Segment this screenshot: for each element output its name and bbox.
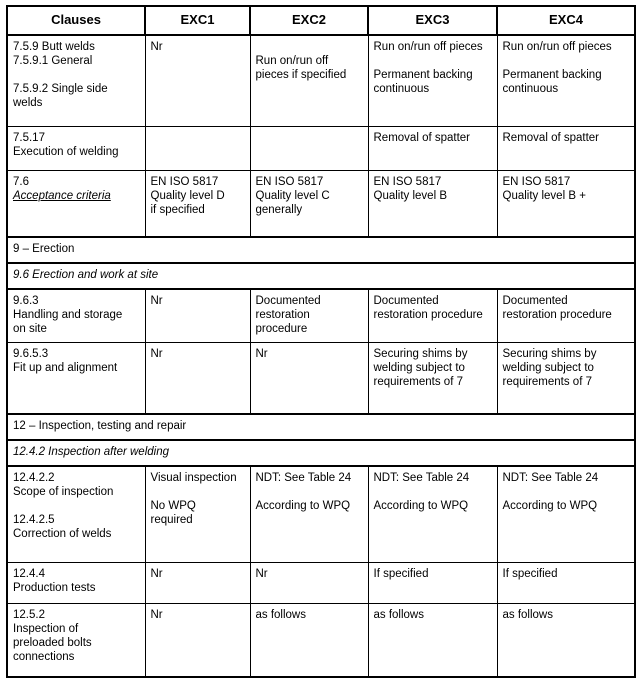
execution-class-requirements-table	[6, 5, 636, 678]
table-row	[7, 343, 635, 415]
cell-line: Documented	[373, 295, 439, 307]
cell-exc4	[497, 127, 635, 171]
table-row	[7, 563, 635, 604]
table-row	[7, 289, 635, 343]
cell-line: restoration procedure	[502, 309, 612, 321]
cell-line: NDT: See Table 24	[502, 472, 599, 484]
table-body	[7, 35, 635, 677]
line-gap	[13, 499, 140, 513]
table-row	[7, 466, 635, 563]
cell-clause	[7, 171, 145, 238]
cell-line: According to WPQ	[255, 500, 351, 512]
cell-line: Quality level C	[255, 190, 330, 202]
clause-line: Scope of inspection	[13, 486, 114, 498]
cell-line: restoration	[255, 309, 310, 321]
cell-exc3	[368, 604, 497, 678]
cell-line: pieces if specified	[255, 69, 347, 81]
cell-exc4	[497, 289, 635, 343]
cell-exc1	[145, 289, 250, 343]
clause-line: 7.5.9 Butt welds	[13, 41, 95, 53]
column-header-exc1: EXC1	[145, 6, 250, 35]
cell-exc4	[497, 563, 635, 604]
cell-line: According to WPQ	[373, 500, 469, 512]
cell-line: Nr	[255, 568, 268, 580]
clause-line: 12.4.2.2	[13, 472, 55, 484]
line-gap	[151, 131, 245, 145]
cell-line: Securing shims by	[502, 348, 597, 360]
table-section-row	[7, 263, 635, 289]
cell-line: generally	[255, 204, 303, 216]
section-heading: 9 – Erection	[7, 237, 635, 263]
cell-exc3	[368, 466, 497, 563]
clause-line: Production tests	[13, 582, 96, 594]
table-row	[7, 35, 635, 127]
cell-line: Removal of spatter	[373, 132, 471, 144]
cell-line: Run on/run off	[255, 55, 329, 67]
clause-line: welds	[13, 97, 43, 109]
cell-exc4	[497, 35, 635, 127]
cell-line: NDT: See Table 24	[255, 472, 352, 484]
cell-line: If specified	[502, 568, 558, 580]
cell-exc3	[368, 171, 497, 238]
line-gap	[13, 68, 140, 82]
clause-line: Execution of welding	[13, 146, 119, 158]
cell-line: as follows	[373, 609, 424, 621]
clause-line: 12.4.2.5	[13, 514, 55, 526]
clause-line: 12.5.2	[13, 609, 45, 621]
cell-line: EN ISO 5817	[373, 176, 442, 188]
column-header-exc2: EXC2	[250, 6, 368, 35]
table-header-row	[7, 6, 635, 35]
cell-exc1	[145, 171, 250, 238]
clause-line: connections	[13, 651, 75, 663]
cell-clause	[7, 563, 145, 604]
cell-exc3	[368, 563, 497, 604]
table-row	[7, 604, 635, 678]
column-header-clauses: Clauses	[7, 6, 145, 35]
cell-line: Nr	[150, 609, 163, 621]
cell-line: continuous	[373, 83, 430, 95]
cell-line: EN ISO 5817	[502, 176, 571, 188]
cell-line: welding subject to	[373, 362, 465, 374]
cell-exc1	[145, 604, 250, 678]
clause-line: preloaded bolts	[13, 637, 92, 649]
cell-line: Nr	[150, 568, 163, 580]
cell-line: welding subject to	[502, 362, 594, 374]
cell-line: Quality level B	[373, 190, 448, 202]
cell-line: If specified	[373, 568, 429, 580]
cell-line: Nr	[150, 348, 163, 360]
cell-clause	[7, 343, 145, 415]
cell-exc3	[368, 343, 497, 415]
cell-line: EN ISO 5817	[255, 176, 324, 188]
cell-line: as follows	[255, 609, 306, 621]
column-header-exc3: EXC3	[368, 6, 497, 35]
cell-exc2	[250, 171, 368, 238]
table-section-row	[7, 440, 635, 466]
cell-exc4	[497, 604, 635, 678]
cell-line: requirements of 7	[502, 376, 592, 388]
clause-line: 7.5.9.1 General	[13, 55, 93, 67]
table-row	[7, 127, 635, 171]
cell-line: procedure	[255, 323, 308, 335]
cell-line: Run on/run off pieces	[373, 41, 483, 53]
cell-clause	[7, 127, 145, 171]
clause-line: 7.5.9.2 Single side	[13, 83, 108, 95]
cell-exc1	[145, 466, 250, 563]
section-heading: 9.6 Erection and work at site	[7, 263, 635, 289]
cell-exc2	[250, 466, 368, 563]
cell-exc1	[145, 563, 250, 604]
line-gap	[151, 485, 245, 499]
cell-line: requirements of 7	[373, 376, 463, 388]
cell-line: According to WPQ	[502, 500, 598, 512]
table-section-row	[7, 237, 635, 263]
cell-clause	[7, 35, 145, 127]
cell-clause	[7, 466, 145, 563]
cell-line: as follows	[502, 609, 553, 621]
cell-line: required	[150, 514, 193, 526]
cell-exc4	[497, 343, 635, 415]
clause-line: Handling and storage	[13, 309, 123, 321]
section-heading: 12.4.2 Inspection after welding	[7, 440, 635, 466]
cell-line: Documented	[502, 295, 568, 307]
cell-line: Visual inspection	[150, 472, 237, 484]
execution-class-table-container	[6, 5, 634, 678]
line-gap	[503, 485, 630, 499]
cell-line: if specified	[150, 204, 205, 216]
cell-exc1	[145, 127, 250, 171]
cell-line: Nr	[255, 348, 268, 360]
cell-line: continuous	[502, 83, 559, 95]
cell-exc2	[250, 127, 368, 171]
cell-line: EN ISO 5817	[150, 176, 219, 188]
cell-line: Permanent backing	[373, 69, 473, 81]
cell-line: Nr	[150, 41, 163, 53]
line-gap	[256, 40, 363, 54]
cell-exc3	[368, 127, 497, 171]
cell-exc2	[250, 563, 368, 604]
cell-exc1	[145, 35, 250, 127]
clause-line: 12.4.4	[13, 568, 45, 580]
cell-line: NDT: See Table 24	[373, 472, 470, 484]
cell-exc3	[368, 35, 497, 127]
cell-line: No WPQ	[150, 500, 196, 512]
clause-line: Fit up and alignment	[13, 362, 118, 374]
column-header-exc4: EXC4	[497, 6, 635, 35]
cell-exc1	[145, 343, 250, 415]
line-gap	[256, 131, 363, 145]
clause-line: 9.6.3	[13, 295, 39, 307]
clause-line: on site	[13, 323, 47, 335]
clause-line: Inspection of	[13, 623, 79, 635]
cell-exc2	[250, 289, 368, 343]
cell-line: Documented	[255, 295, 321, 307]
cell-exc4	[497, 466, 635, 563]
cell-clause	[7, 604, 145, 678]
cell-line: Nr	[150, 295, 163, 307]
cell-line: restoration procedure	[373, 309, 483, 321]
table-section-row	[7, 414, 635, 440]
cell-exc2	[250, 343, 368, 415]
cell-clause	[7, 289, 145, 343]
cell-line: Permanent backing	[502, 69, 602, 81]
line-gap	[503, 54, 630, 68]
cell-line: Securing shims by	[373, 348, 468, 360]
cell-line: Removal of spatter	[502, 132, 600, 144]
cell-exc3	[368, 289, 497, 343]
line-gap	[256, 485, 363, 499]
clause-line: 9.6.5.3	[13, 348, 49, 360]
clause-line: Correction of welds	[13, 528, 112, 540]
cell-exc4	[497, 171, 635, 238]
clause-line: 7.6	[13, 176, 29, 188]
cell-line: Quality level B +	[502, 190, 586, 202]
cell-line: Run on/run off pieces	[502, 41, 612, 53]
line-gap	[374, 485, 492, 499]
cell-exc2	[250, 604, 368, 678]
line-gap	[374, 54, 492, 68]
clause-line: Acceptance criteria	[13, 190, 111, 202]
table-header	[7, 6, 635, 35]
cell-line: Quality level D	[150, 190, 225, 202]
table-row	[7, 171, 635, 238]
cell-exc2	[250, 35, 368, 127]
clause-line: 7.5.17	[13, 132, 45, 144]
section-heading: 12 – Inspection, testing and repair	[7, 414, 635, 440]
